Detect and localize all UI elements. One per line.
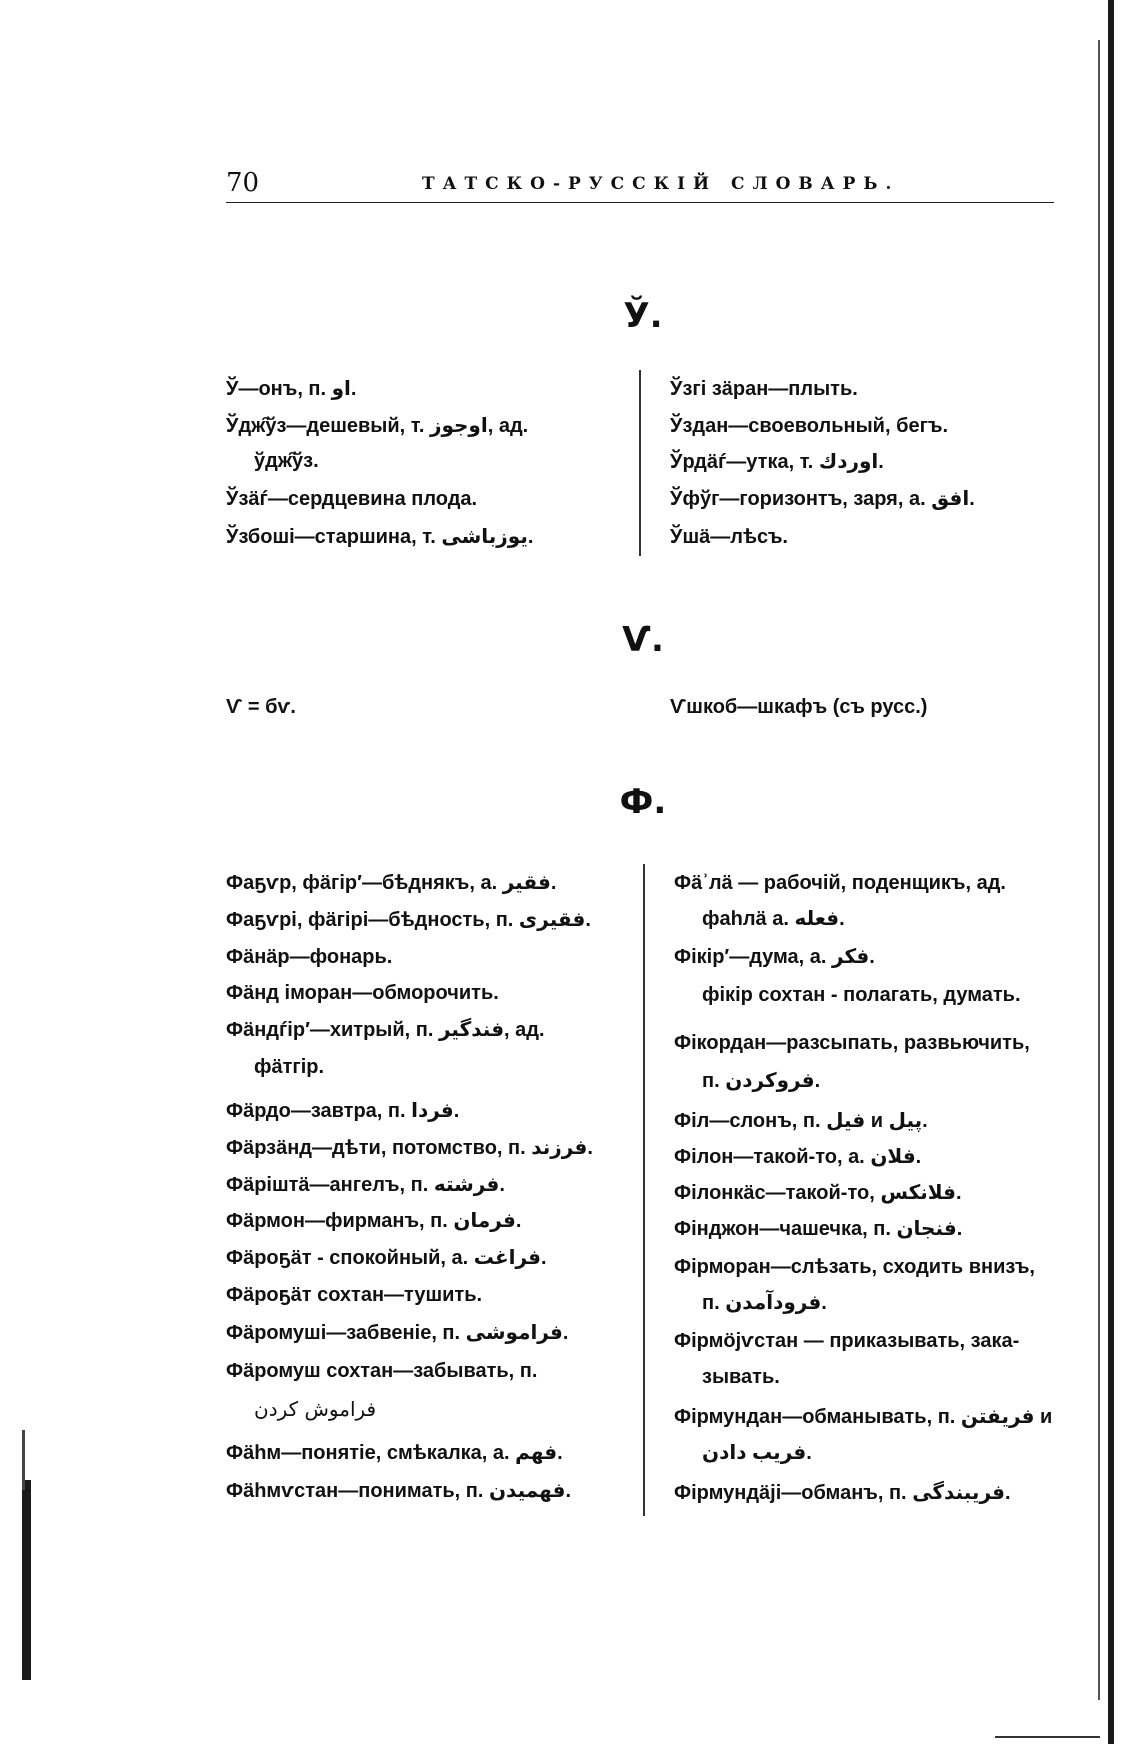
entry: Фäріштä—ангелъ, п. فرشته. — [226, 1174, 505, 1196]
entry: Ўшä—лѣсъ. — [670, 526, 788, 548]
entry: Ўзäѓ—сердцевина плода. — [226, 488, 478, 510]
page-edge-right — [1108, 0, 1114, 1744]
column-divider — [639, 370, 641, 556]
page-number: 70 — [226, 168, 260, 198]
entry: Філ—слонъ, п. فيل и پيل. — [674, 1110, 928, 1132]
entry-continuation: فريب دادن. — [702, 1442, 812, 1464]
entry: Ѵшкоб—шкафъ (съ русс.) — [670, 696, 928, 718]
entry-continuation: п. فروكردن. — [702, 1070, 821, 1092]
running-head — [226, 166, 1054, 203]
entry: Фäʾлä — рабочій, поденщикъ, ад. — [674, 872, 1006, 894]
entry-continuation: فراموش كردن — [254, 1397, 377, 1421]
section-letter-u-breve: Ў. — [623, 296, 663, 336]
entry: Фаҕѵрі, фäгірі—бѣдность, п. فقيرى. — [226, 909, 591, 931]
entry: Фäроҕäт - спокойный, а. فراغت. — [226, 1247, 547, 1269]
entry: Ўрдäѓ—утка, т. اوردك. — [670, 451, 884, 473]
entry: Фірмундäjі—обманъ, п. فريبندگى. — [674, 1482, 1011, 1504]
entry-continuation: ўдж̑ўз. — [254, 450, 319, 472]
entry: Ў—онъ, п. او. — [226, 378, 357, 400]
entry: Фäромуші—забвеніе, п. فراموشى. — [226, 1322, 569, 1344]
entry: Фірмöјѵстан — приказывать, зака- — [674, 1330, 1020, 1352]
entry: Ўзбоші—старшина, т. يوزباشى. — [226, 526, 534, 548]
scan-margin-mark-thin — [22, 1430, 25, 1490]
entry: Фäромуш сохтан—забывать, п. — [226, 1360, 538, 1382]
entry: Ѵ = бѵ. — [226, 696, 296, 718]
entry-continuation: зывать. — [702, 1366, 780, 1388]
entry: Фäһмѵстан—понимать, п. فهميدن. — [226, 1480, 572, 1502]
entry: Фäрдо—завтра, п. فردا. — [226, 1100, 460, 1122]
entry: Фäһм—понятіе, смѣкалка, а. فهم. — [226, 1442, 563, 1464]
section-letter-ef: Ф. — [619, 782, 667, 822]
page-edge-line — [1098, 40, 1100, 1700]
entry-continuation: фаһлä а. فعله. — [702, 908, 845, 930]
entry-continuation: п. فرودآمدن. — [702, 1292, 827, 1314]
entry: Фäроҕäт сохтан—тушить. — [226, 1284, 483, 1306]
entry: Фäрзäнд—дѣти, потомство, п. فرزند. — [226, 1137, 593, 1159]
scan-margin-mark — [22, 1480, 31, 1680]
entry: Ўзгі зäран—плыть. — [670, 378, 858, 400]
entry: Фäндѓір′—хитрый, п. فندگير, ад. — [226, 1019, 545, 1041]
entry: Фірморан—слѣзать, сходить внизъ, — [674, 1256, 1035, 1278]
section-letter-izhitsa: Ѵ. — [622, 620, 664, 660]
entry: Фаҕѵр, фäгір′—бѣднякъ, а. فقير. — [226, 872, 557, 894]
entry: Фäрмон—фирманъ, п. فرمان. — [226, 1210, 522, 1232]
entry: Фікір′—дума, а. فكر. — [674, 946, 875, 968]
entry: Фäнд іморан—обморочить. — [226, 982, 499, 1004]
bottom-rule — [995, 1736, 1100, 1738]
running-title: ТАТСКО-РУССКІЙ СЛОВАРЬ. — [422, 174, 900, 194]
entry: Ўфўг—горизонтъ, заря, а. افق. — [670, 488, 975, 510]
entry: Філон—такой-то, а. فلان. — [674, 1146, 922, 1168]
entry: Фірмундан—обманывать, п. فريفتن и — [674, 1406, 1053, 1428]
entry: Фäнäр—фонарь. — [226, 946, 393, 968]
entry-continuation: фікір сохтан - полагать, думать. — [702, 984, 1021, 1006]
entry: Фікордан—разсыпать, развьючить, — [674, 1032, 1030, 1054]
entry: Фінджон—чашечка, п. فنجان. — [674, 1218, 963, 1240]
entry: Ўздан—своевольный, бегъ. — [670, 415, 949, 437]
column-divider — [643, 864, 645, 1516]
entry: Ўдж̑ўз—дешевый, т. اوجوز, ад. — [226, 415, 529, 437]
entry-continuation: фäтгір. — [254, 1056, 325, 1078]
entry: Філонкäс—такой-то, فلانكس. — [674, 1182, 962, 1204]
